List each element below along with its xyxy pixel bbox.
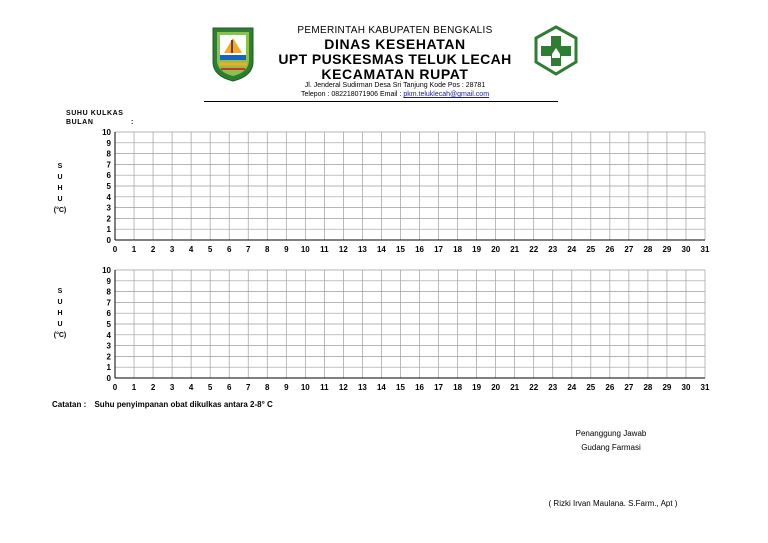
x-tick-label: 6 (226, 245, 232, 254)
y-tick-label: 4 (106, 330, 111, 340)
government-title: PEMERINTAH KABUPATEN BENGKALIS (297, 25, 493, 36)
x-tick-label: 0 (112, 245, 118, 254)
x-tick-label: 28 (643, 245, 653, 254)
header-divider (204, 101, 558, 102)
x-tick-label: 30 (681, 383, 691, 392)
unit-title: UPT PUSKESMAS TELUK LECAH (278, 51, 512, 67)
y-tick-label: 5 (106, 182, 111, 191)
x-tick-label: 14 (376, 383, 386, 392)
signature-title-2: Gudang Farmasi (581, 443, 641, 452)
y-axis-label-1: S U H U (°C) (53, 163, 67, 214)
x-tick-label: 29 (662, 383, 672, 392)
x-tick-label: 24 (567, 383, 577, 392)
x-tick-label: 8 (265, 245, 270, 254)
y-tick-label: 6 (106, 171, 111, 181)
x-tick-label: 16 (415, 383, 424, 392)
temperature-chart-2 (0, 264, 768, 398)
x-tick-label: 16 (415, 245, 424, 254)
x-tick-label: 5 (207, 383, 213, 392)
x-tick-label: 22 (529, 245, 539, 254)
bulan-label: BULAN (66, 119, 94, 126)
y-tick-label: 10 (102, 128, 111, 137)
x-tick-label: 20 (491, 245, 501, 254)
note-text: Suhu penyimpanan obat dikulkas antara 2-8° C (94, 400, 273, 409)
x-tick-label: 26 (605, 383, 615, 392)
x-tick-label: 26 (605, 245, 615, 254)
x-tick-label: 17 (434, 245, 444, 254)
x-tick-label: 12 (338, 383, 348, 392)
x-tick-label: 20 (491, 383, 501, 392)
x-tick-label: 3 (169, 383, 175, 392)
x-tick-label: 18 (453, 245, 463, 254)
x-tick-label: 13 (357, 245, 367, 254)
temperature-chart-1 (0, 126, 768, 260)
x-tick-label: 7 (245, 245, 251, 254)
y-tick-label: 1 (106, 363, 111, 373)
y-tick-label: 7 (106, 298, 111, 308)
y-tick-label: 0 (106, 374, 111, 383)
bulan-colon: : (131, 119, 134, 126)
agency-title: DINAS KESEHATAN (324, 36, 466, 52)
x-tick-label: 30 (681, 245, 691, 254)
x-tick-label: 15 (396, 245, 405, 254)
y-tick-label: 4 (106, 192, 111, 202)
x-tick-label: 22 (529, 383, 539, 392)
x-tick-label: 23 (548, 245, 558, 254)
contact-line (250, 91, 540, 98)
x-tick-label: 25 (586, 383, 596, 392)
y-tick-label: 2 (106, 214, 111, 224)
y-tick-label: 5 (106, 320, 111, 329)
x-tick-label: 2 (150, 383, 156, 392)
x-tick-label: 29 (662, 245, 672, 254)
y-tick-label: 8 (106, 149, 111, 159)
x-tick-label: 21 (510, 245, 520, 254)
x-tick-label: 8 (265, 383, 270, 392)
y-tick-label: 9 (106, 276, 111, 286)
phone-text: Telepon : 082218071906 Email : (300, 91, 404, 98)
x-tick-label: 1 (131, 383, 137, 392)
letterhead (0, 0, 768, 110)
x-tick-label: 31 (700, 245, 710, 254)
x-tick-label: 25 (586, 245, 596, 254)
note-label: Catatan : (52, 400, 87, 409)
suhu-kulkas-label: SUHU KULKAS (66, 110, 124, 117)
email-link[interactable]: pkm.teluklecah@gmail.com (403, 91, 490, 98)
x-tick-label: 9 (284, 383, 289, 392)
x-tick-label: 4 (188, 383, 194, 392)
x-tick-label: 10 (300, 383, 310, 392)
y-tick-label: 2 (106, 352, 111, 362)
x-tick-label: 14 (376, 245, 386, 254)
y-tick-label: 8 (106, 287, 111, 297)
x-tick-label: 27 (624, 245, 634, 254)
y-tick-label: 3 (106, 341, 111, 351)
x-tick-label: 0 (112, 383, 118, 392)
y-axis-label-2: S U H U (°C) (53, 288, 67, 339)
district-title: KECAMATAN RUPAT (321, 66, 469, 82)
x-tick-label: 12 (338, 245, 348, 254)
x-tick-label: 17 (434, 383, 444, 392)
x-tick-label: 18 (453, 383, 463, 392)
y-tick-label: 0 (106, 236, 111, 245)
x-tick-label: 31 (700, 383, 710, 392)
signature-name: ( Rizki Irvan Maulana. S.Farm., Apt ) (548, 499, 678, 508)
x-tick-label: 27 (624, 383, 634, 392)
x-tick-label: 1 (131, 245, 137, 254)
note (52, 400, 273, 409)
x-tick-label: 10 (300, 245, 310, 254)
x-tick-label: 19 (472, 383, 482, 392)
x-tick-label: 11 (320, 383, 329, 392)
x-tick-label: 19 (472, 245, 482, 254)
x-tick-label: 28 (643, 383, 653, 392)
x-tick-label: 15 (396, 383, 405, 392)
y-tick-label: 10 (102, 266, 111, 275)
y-tick-label: 7 (106, 160, 111, 170)
y-tick-label: 6 (106, 309, 111, 319)
x-tick-label: 3 (169, 245, 175, 254)
x-tick-label: 9 (284, 245, 289, 254)
x-tick-label: 24 (567, 245, 577, 254)
y-tick-label: 1 (106, 225, 111, 235)
y-tick-label: 3 (106, 203, 111, 213)
x-tick-label: 21 (510, 383, 520, 392)
y-tick-label: 9 (106, 138, 111, 148)
x-tick-label: 23 (548, 383, 558, 392)
x-tick-label: 13 (357, 383, 367, 392)
x-tick-label: 4 (188, 245, 194, 254)
x-tick-label: 7 (245, 383, 251, 392)
address-line: Jl. Jenderal Sudirman Desa Sri Tanjung Kode Pos : 28781 (304, 82, 486, 89)
x-tick-label: 2 (150, 245, 156, 254)
signature-title-1: Penanggung Jawab (575, 429, 647, 438)
x-tick-label: 5 (207, 245, 213, 254)
x-tick-label: 11 (320, 245, 329, 254)
x-tick-label: 6 (226, 383, 232, 392)
